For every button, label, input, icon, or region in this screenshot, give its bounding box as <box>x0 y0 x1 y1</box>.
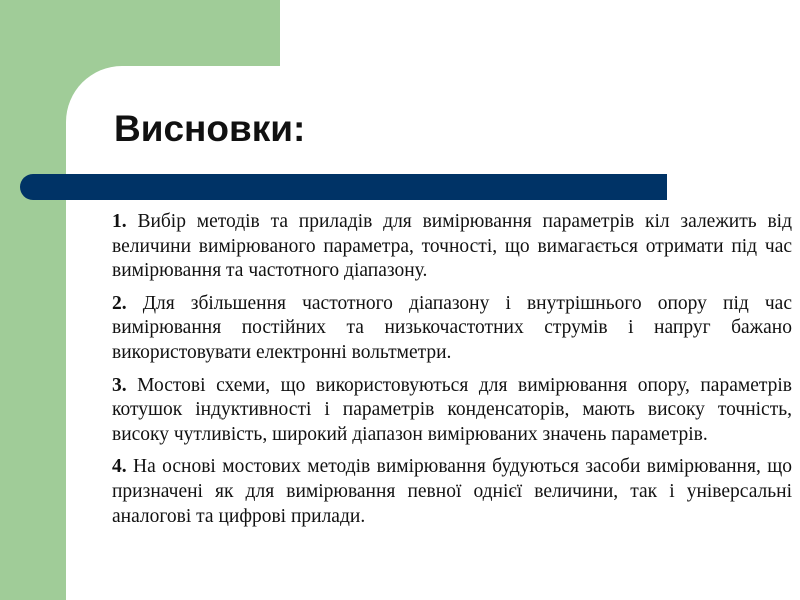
title-underline-bar <box>20 174 667 200</box>
slide-title: Висновки: <box>114 108 306 149</box>
item-text: Для збільшення частотного діапазону і внутрішнього опору під час вимірювання постійних та низькочастотних струмів і напруг бажано використовувати електронні вольтметри. <box>112 292 792 363</box>
item-text: Вибір методів та приладів для вимірювання параметрів кіл залежить від величини вимірюваного параметра, точності, що вимагається отримати під час вимірювання та частотного діапазону. <box>112 211 793 282</box>
conclusion-item-2 <box>112 292 792 366</box>
item-number: 4. <box>112 456 127 478</box>
item-number: 2. <box>112 292 127 314</box>
item-number: 3. <box>112 374 127 396</box>
conclusion-item-1 <box>112 210 792 284</box>
conclusion-item-4 <box>112 455 792 529</box>
item-number: 1. <box>112 211 127 232</box>
item-text: На основі мостових методів вимірювання будуються засоби вимірювання, що призначені як для вимірювання певної однієї величини, так і універсальні аналогові та цифрові прилади. <box>112 456 792 527</box>
conclusions-list <box>112 210 792 537</box>
conclusion-item-3 <box>112 374 792 448</box>
item-text: Мостові схеми, що використовуються для вимірювання опору, параметрів котушок індуктивності і параметрів конденсаторів, мають високу точність, високу чутливість, широкий діапазон вимірюваних значень параметрів. <box>112 374 792 445</box>
